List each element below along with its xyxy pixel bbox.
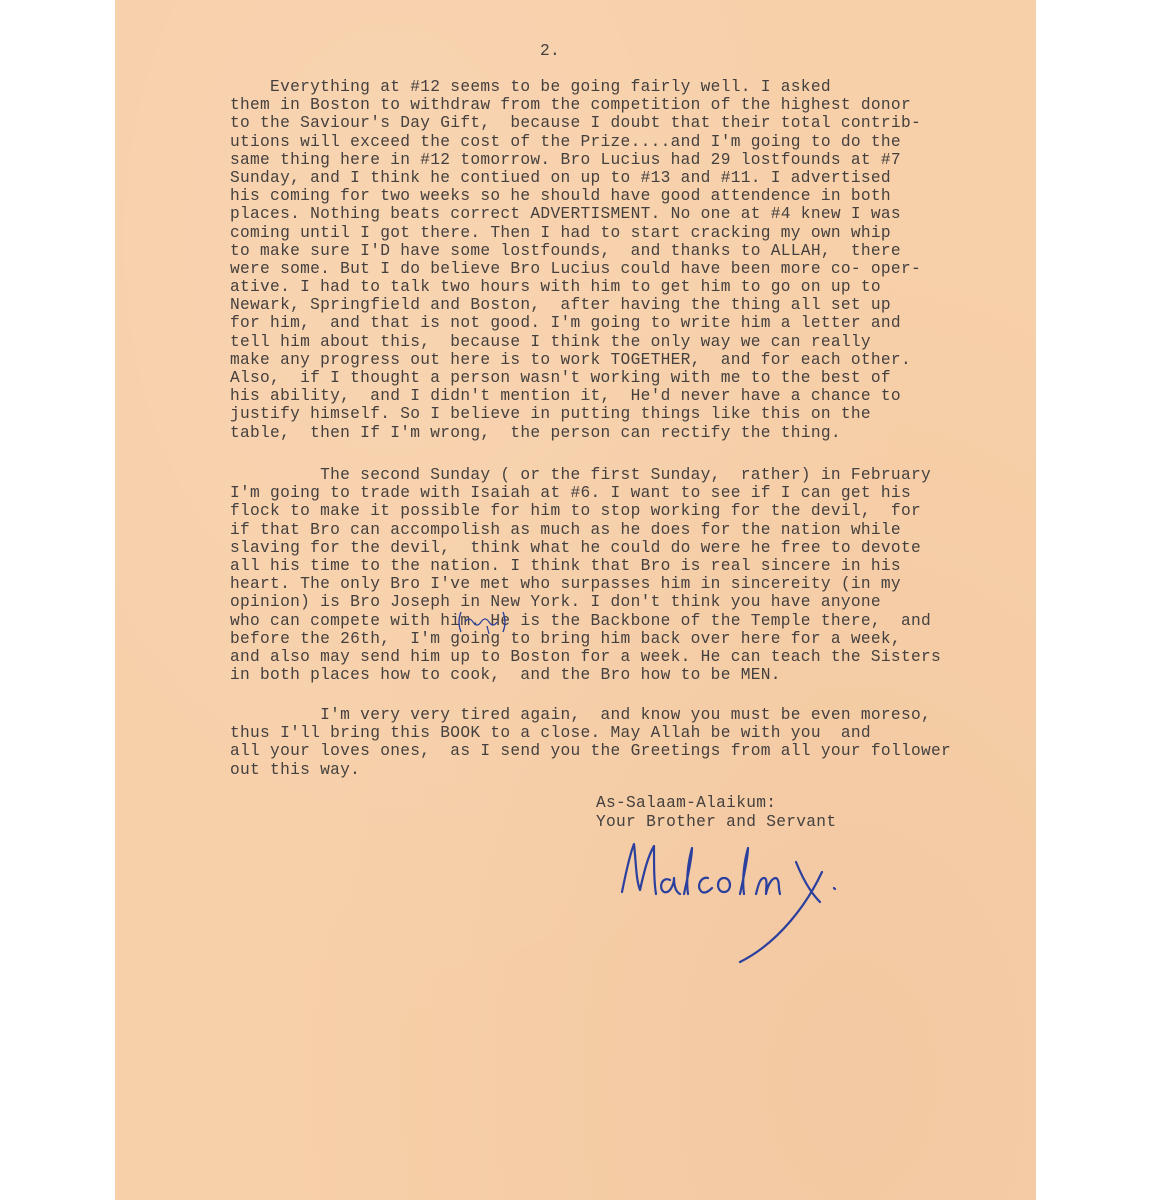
signature <box>600 832 850 972</box>
text-line: table, then If I'm wrong, the person can rectify the thing. <box>230 423 841 442</box>
closing-block <box>596 794 836 832</box>
text-line: Newark, Springfield and Boston, after having the thing all set up <box>230 296 891 315</box>
paragraph-1 <box>230 78 921 442</box>
text-line: Sunday, and I think he contiued on up to #13 and #11. I advertised <box>230 168 891 187</box>
text-line: if that Bro can accompolish as much as he does for the nation while <box>230 520 901 539</box>
text-line: opinion) is Bro Joseph in New York. I don't think you have anyone <box>230 593 881 612</box>
text-line: out this way. <box>230 760 361 779</box>
text-line: all his time to the nation. I think that Bro is real sincere in his <box>230 556 901 575</box>
text-line: make any progress out here is to work TOGETHER, and for each other. <box>230 350 911 369</box>
paragraph-3 <box>230 706 951 779</box>
text-line: utions will exceed the cost of the Prize....and I'm going to do the <box>230 132 901 151</box>
text-line: heart. The only Bro I've met who surpasses him in sincereity (in my <box>230 575 901 594</box>
text-line: his coming for two weeks so he should have good attendence in both <box>230 187 891 206</box>
text-line: were some. But I do believe Bro Lucius could have been more co- oper- <box>230 259 921 278</box>
text-line: Everything at #12 seems to be going fairly well. I asked <box>230 78 831 96</box>
text-line: I'm very very tired again, and know you must be even moreso, <box>230 706 931 724</box>
text-line: Also, if I thought a person wasn't working with me to the best of <box>230 369 891 387</box>
text-line: them in Boston to withdraw from the competition of the highest donor <box>230 96 911 115</box>
text-line: justify himself. So I believe in putting things like this on the <box>230 405 871 424</box>
closing-signoff: Your Brother and Servant <box>596 813 837 831</box>
handwritten-annotation <box>455 608 515 638</box>
paragraph-2 <box>230 466 941 684</box>
text-line: for him, and that is not good. I'm going to write him a letter and <box>230 314 901 333</box>
text-line: who can compete with him. He is the Backbone of the Temple there, and <box>230 611 931 630</box>
text-line: ative. I had to talk two hours with him to get him to go on up to <box>230 278 881 297</box>
text-line: slaving for the devil, think what he could do were he free to devote <box>230 538 921 557</box>
text-line: and also may send him up to Boston for a week. He can teach the Sisters <box>230 647 941 666</box>
text-line: I'm going to trade with Isaiah at #6. I want to see if I can get his <box>230 484 911 503</box>
closing-salutation: As-Salaam-Alaikum: <box>596 794 777 812</box>
text-line: tell him about this, because I think the only way we can really <box>230 332 871 351</box>
text-line: flock to make it possible for him to stop working for the devil, for <box>230 502 921 521</box>
text-line: same thing here in #12 tomorrow. Bro Lucius had 29 lostfounds at #7 <box>230 150 901 169</box>
text-line: all your loves ones, as I send you the Greetings from all your follower <box>230 742 952 761</box>
text-line: to the Saviour's Day Gift, because I doubt that their total contrib- <box>230 114 921 133</box>
text-line: his ability, and I didn't mention it, He'd never have a chance to <box>230 387 901 406</box>
text-line: The second Sunday ( or the first Sunday, rather) in February <box>230 466 931 484</box>
text-line: to make sure I'D have some lostfounds, and thanks to ALLAH, there <box>230 241 901 260</box>
page-number: 2. <box>540 42 561 60</box>
text-line: before the 26th, I'm going to bring him back over here for a week, <box>230 629 901 648</box>
text-line: coming until I got there. Then I had to start cracking my own whip <box>230 223 891 242</box>
text-line: in both places how to cook, and the Bro how to be MEN. <box>230 666 781 685</box>
text-line: places. Nothing beats correct ADVERTISMENT. No one at #4 knew I was <box>230 205 901 224</box>
text-line: thus I'll bring this BOOK to a close. May Allah be with you and <box>230 724 871 743</box>
